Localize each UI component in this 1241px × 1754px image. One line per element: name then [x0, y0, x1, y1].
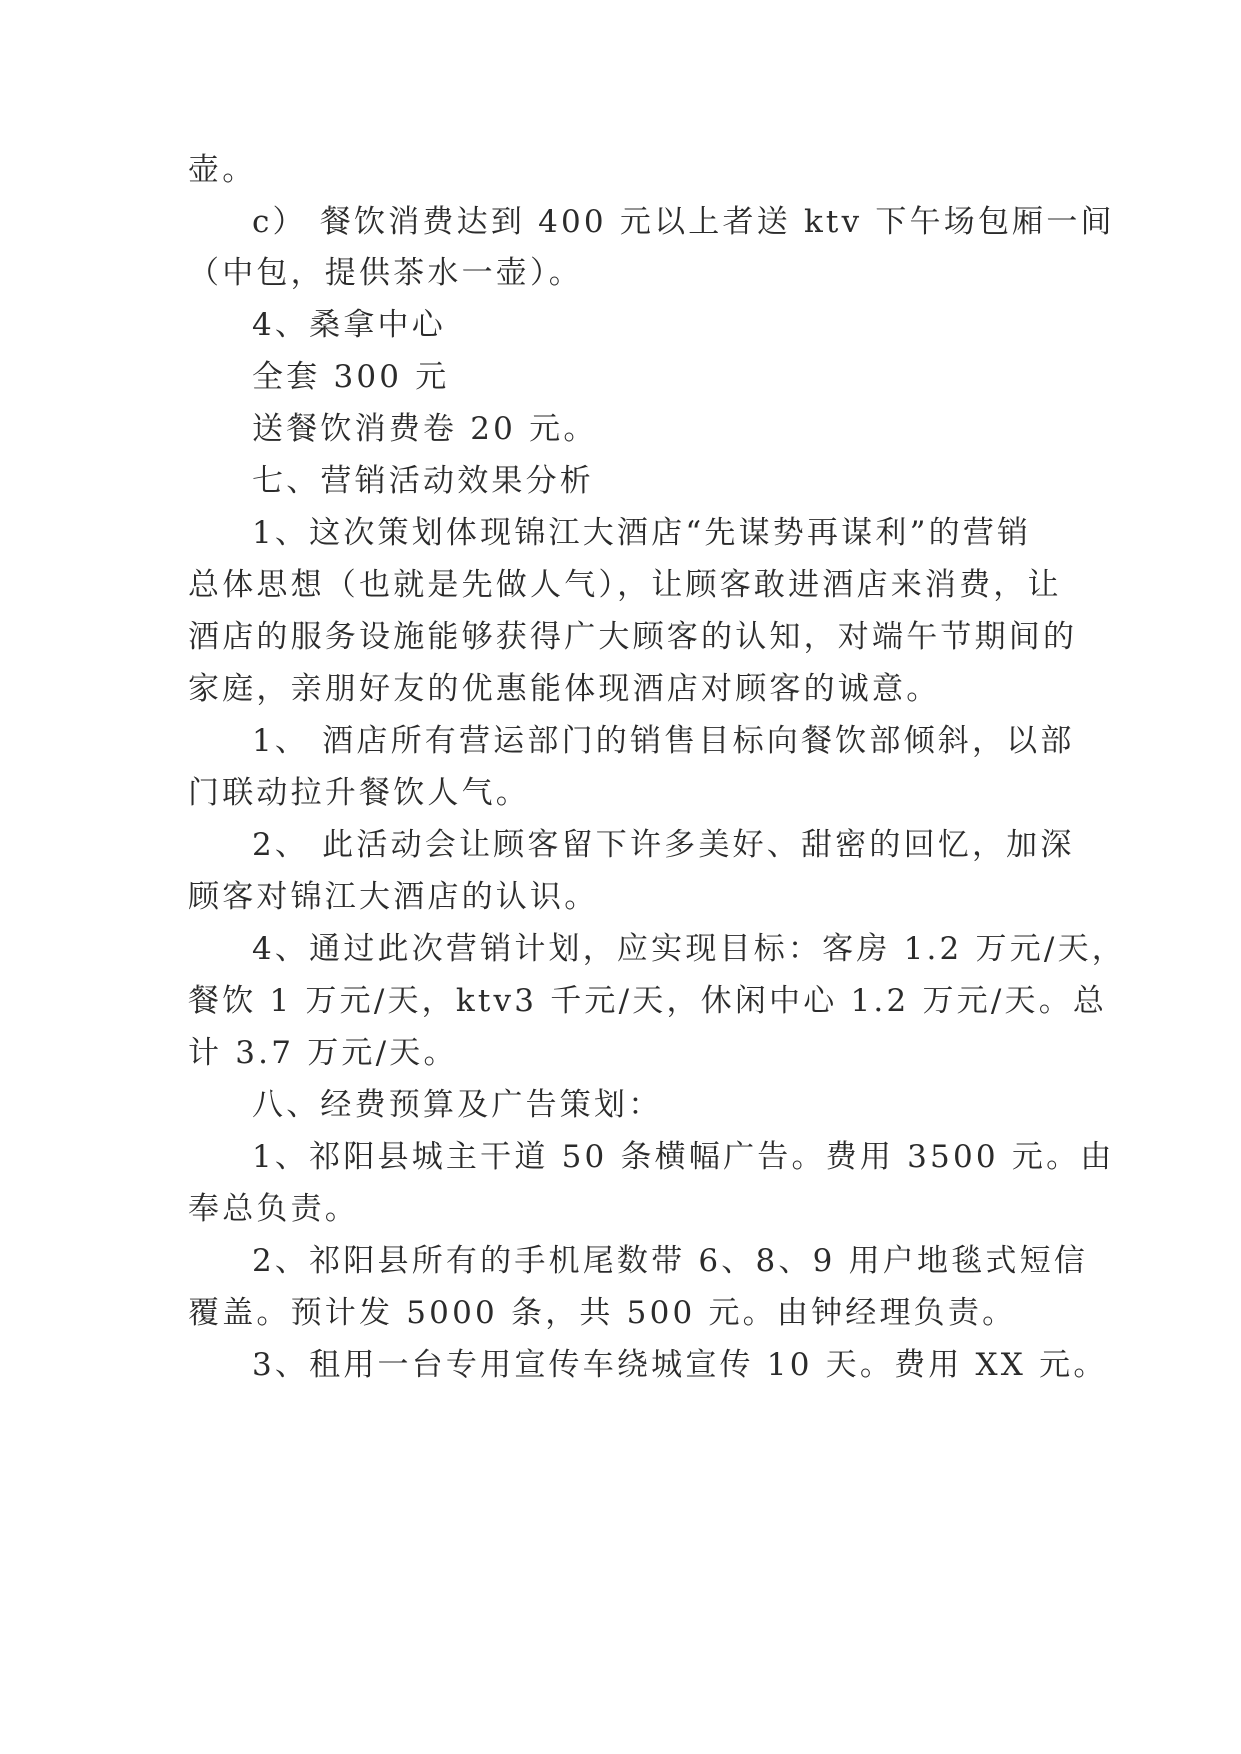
text-line: 酒店的服务设施能够获得广大顾客的认知，对端午节期间的 — [188, 619, 1078, 655]
text-line: c） 餐饮消费达到 400 元以上者送 ktv 下午场包厢一间 — [252, 204, 1115, 240]
text-line: 2、祁阳县所有的手机尾数带 6、8、9 用户地毯式短信 — [252, 1243, 1088, 1279]
text-line: 3、租用一台专用宣传车绕城宣传 10 天。费用 XX 元。 — [252, 1347, 1108, 1383]
text-line: 家庭，亲朋好友的优惠能体现酒店对顾客的诚意。 — [188, 671, 941, 707]
text-line: 顾客对锦江大酒店的认识。 — [188, 879, 599, 915]
text-line: 4、通过此次营销计划，应实现目标：客房 1.2 万元/天， — [252, 931, 1126, 967]
text-line: 送餐饮消费卷 20 元。 — [252, 411, 598, 447]
text-line: 1、这次策划体现锦江大酒店“先谋势再谋利”的营销 — [252, 515, 1032, 551]
text-line: 门联动拉升餐饮人气。 — [188, 775, 530, 811]
text-line: 覆盖。预计发 5000 条，共 500 元。由钟经理负责。 — [188, 1295, 1017, 1331]
text-line: 2、 此活动会让顾客留下许多美好、甜密的回忆，加深 — [252, 827, 1075, 863]
section-heading: 七、营销活动效果分析 — [252, 463, 594, 499]
text-line: 餐饮 1 万元/天，ktv3 千元/天，休闲中心 1.2 万元/天。总 — [188, 983, 1108, 1019]
text-line: 全套 300 元 — [252, 359, 450, 395]
text-line: 计 3.7 万元/天。 — [188, 1035, 458, 1071]
text-line: 奉总负责。 — [188, 1191, 359, 1227]
text-line: （中包，提供茶水一壶）。 — [188, 255, 583, 291]
text-line: 总体思想（也就是先做人气），让顾客敢进酒店来消费，让 — [188, 567, 1062, 603]
text-line: 壶。 — [188, 152, 257, 188]
text-line: 4、桑拿中心 — [252, 307, 446, 343]
text-line: 1、祁阳县城主干道 50 条横幅广告。费用 3500 元。由 — [252, 1139, 1115, 1175]
section-heading: 八、经费预算及广告策划： — [252, 1087, 663, 1123]
text-line: 1、 酒店所有营运部门的销售目标向餐饮部倾斜，以部 — [252, 723, 1075, 759]
